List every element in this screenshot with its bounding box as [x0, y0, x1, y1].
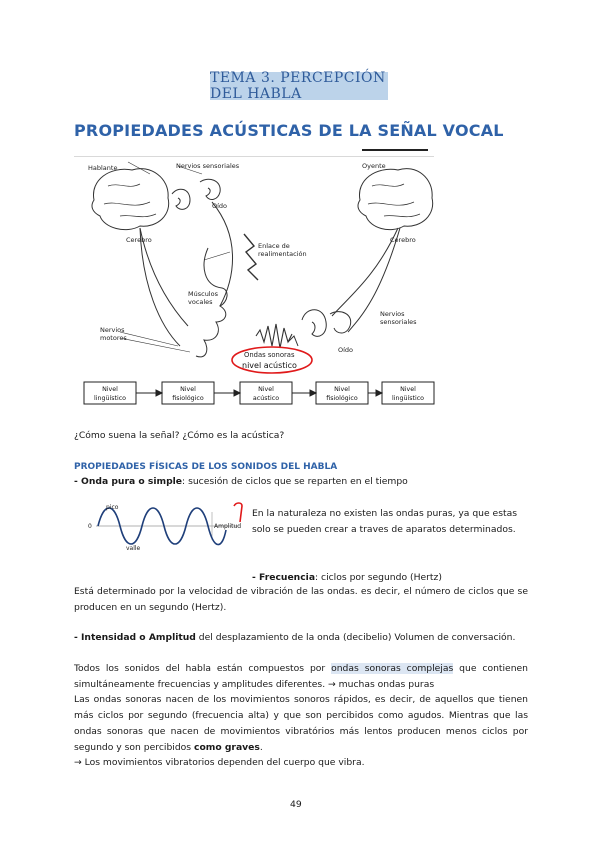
wave-label-zero: 0 [88, 523, 92, 530]
label-cerebro-left: Cerebro [126, 236, 152, 244]
label-nervios-motores-2: motores [100, 334, 127, 342]
onda-pura-note: En la naturaleza no existen las ondas puras, ya que estas solo se pueden crear a traves de aparatos determinados. [252, 508, 518, 535]
frecuencia-def: : ciclos por segundo (Hertz) [315, 572, 442, 583]
label-musculos-1: Músculos [188, 290, 218, 298]
level-5-line1: Nivel [400, 386, 416, 393]
wave-label-valle: valle [126, 545, 141, 552]
onda-pura-def: : sucesión de ciclos que se reparten en el tiempo [182, 476, 408, 487]
todos-post: que contienen simultáneamente frecuencias y amplitudes diferentes. → muchas ondas puras [74, 663, 528, 690]
physical-heading: PROPIEDADES FÍSICAS DE LOS SONIDOS DEL HABLA [74, 462, 338, 472]
label-cerebro-right: Cerebro [390, 236, 416, 244]
todos-pre: Todos los sonidos del habla están compuestos por [74, 663, 332, 674]
level-3-line2: acústico [252, 395, 280, 402]
level-2-line2: fisiológico [172, 395, 204, 402]
label-nervios-motores-1: Nervios [100, 326, 125, 334]
tema-title: TEMA 3. PERCEPCIÓN DEL HABLA [210, 72, 388, 100]
label-enlace-2: realimentación [258, 250, 307, 258]
onda-pura-label: - Onda pura o simple [74, 476, 183, 487]
level-4-line2: fisiológico [326, 395, 358, 402]
red-checkmark [232, 500, 246, 526]
intensidad-label: - Intensidad o Amplitud [74, 632, 196, 643]
level-1-line2: lingüístico [93, 395, 127, 402]
movimientos-line: → Los movimientos vibratorios dependen del cuerpo que vibra. [74, 757, 365, 768]
level-4-line1: Nivel [334, 386, 350, 393]
label-nervios-sens-right-1: Nervios [380, 310, 405, 318]
page-number: 49 [290, 799, 302, 810]
section-title: PROPIEDADES ACÚSTICAS DE LA SEÑAL VOCAL [74, 121, 504, 140]
label-nervios-sensoriales: Nervios sensoriales [176, 162, 240, 170]
ondas-text-end: . [259, 742, 263, 753]
sine-wave-figure [88, 500, 248, 560]
label-oyente: Oyente [362, 162, 386, 170]
title-underline [362, 149, 428, 151]
ondas-paragraph [74, 692, 528, 756]
level-3-line1: Nivel [258, 386, 274, 393]
wave-label-amplitud: Amplitud [214, 523, 242, 530]
label-oido-left: Oído [212, 202, 228, 210]
label-nervios-sens-right-2: sensoriales [380, 318, 417, 326]
listener-brain [358, 169, 433, 230]
intensidad-line [74, 630, 528, 646]
question-line: ¿Cómo suena la señal? ¿Cómo es la acústica? [74, 430, 285, 441]
frecuencia-paragraph: Está determinado por la velocidad de vibración de las ondas. es decir, el número de ciclos que se producen en un segundo (Hertz). [74, 586, 528, 613]
todos-highlight: ondas sonoras complejas [331, 663, 454, 674]
speaker-ear [172, 189, 190, 209]
intensidad-text: del desplazamiento de la onda (decibelio) Volumen de conversación. [195, 632, 516, 643]
frecuencia-label: - Frecuencia [252, 572, 316, 583]
wave-label-pico: pico [106, 504, 119, 511]
label-ondas-sonoras: Ondas sonoras [244, 351, 295, 359]
ondas-text-1: Las ondas sonoras nacen de los movimientos sonoros rápidos, es decir, de aquellos que tienen más ciclos por segundo (frecuencia alta) y que son percibidos como agudos. Mientras que las ondas sonoras que nacen de movimientos vibratórios más lentos producen menos ciclos por segundo y son percibidos [74, 694, 528, 753]
onda-pura-line [74, 474, 408, 490]
ondas-text-bold: como graves [194, 742, 260, 753]
listener-ear [302, 310, 326, 337]
level-5-line2: lingüístico [391, 395, 425, 402]
level-2-line1: Nivel [180, 386, 196, 393]
label-enlace-1: Enlace de [258, 242, 290, 250]
label-nivel-acustico: nivel acústico [242, 361, 297, 370]
label-musculos-2: vocales [188, 298, 213, 306]
label-hablante: Hablante [88, 164, 118, 172]
speech-chain-diagram [80, 156, 440, 406]
todos-paragraph [74, 661, 528, 693]
label-oido-right: Oído [338, 346, 354, 354]
level-boxes [84, 382, 434, 404]
speaker-brain [92, 169, 169, 230]
level-1-line1: Nivel [102, 386, 118, 393]
